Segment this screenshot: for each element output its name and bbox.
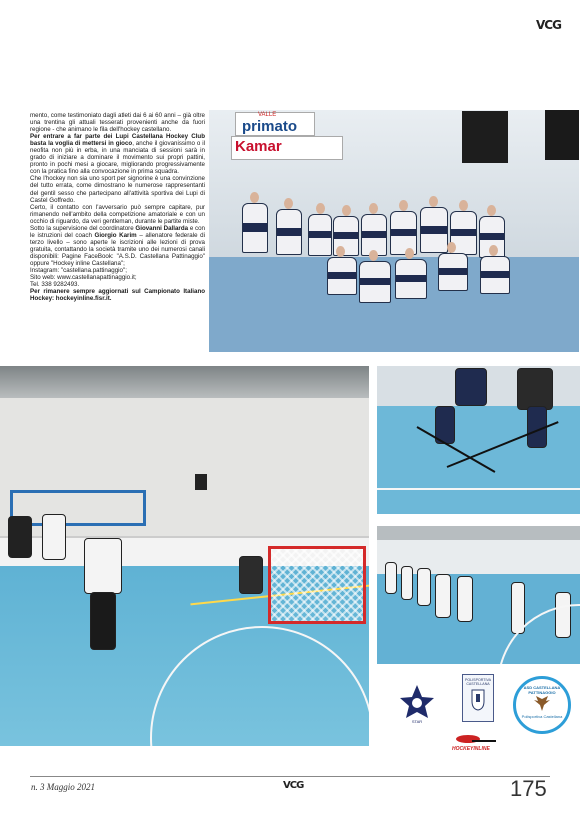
game-photo-sticks <box>377 366 580 514</box>
article-text-run: Sotto la supervisione del coordinatore <box>30 224 136 232</box>
article-text <box>30 112 205 302</box>
article-bold-text: Per rimanere sempre aggiornati sul Campionato Italiano Hockey: hockeyinline.fisr.it. <box>30 288 205 303</box>
article-paragraph <box>30 281 205 288</box>
article-paragraph <box>30 225 205 267</box>
round-logo-label: ASD CASTELLANA PATTINAGGIO <box>523 685 561 695</box>
game-photo-goal <box>0 366 369 746</box>
article-paragraph <box>30 274 205 281</box>
article-paragraph <box>30 288 205 302</box>
footer-logo: VCG <box>283 780 304 791</box>
magazine-logo: VCG <box>536 18 561 32</box>
star-logo-label: STAR <box>411 719 423 724</box>
banner-sponsor-1: primato <box>242 118 298 135</box>
footer-rule <box>30 776 550 777</box>
article-text-run: Sito web: www.castellanapattinaggio.it; <box>30 274 137 282</box>
article-bold-text: Giorgio Karim <box>94 231 137 239</box>
banner-prefix: VALLE <box>258 112 277 118</box>
article-paragraph <box>30 175 205 203</box>
shield-logo-label: POLISPORTIVA CASTELLANA <box>464 678 492 686</box>
article-text-run: Certo, il contatto con l'avversario può sempre capitare, pur rimanendo nell'ambito della competizione amatoriale e con un occhio di riguardo, da veri gentleman, durante le partite miste. <box>30 203 205 225</box>
star-team-logo <box>399 683 435 723</box>
castellana-pattinaggio-logo <box>513 676 571 734</box>
hockeyinline-logo <box>452 732 498 754</box>
article-text-run: Tel. 338 9282493. <box>30 281 80 289</box>
article-text-run: – allenatore federale di terzo livello – sono aperte le iscrizioni alle lezioni di prova gratuita, contattando la società tramite uno dei numerosi canali disponibili: Pagine FaceBook: "A.S.D. Castellana Pattinaggio" oppure "Hockey inline Castellana"; <box>30 231 205 267</box>
article-text-run: e con le istruzioni del coach <box>30 224 206 239</box>
article-paragraph <box>30 133 205 175</box>
team-photo <box>209 110 579 352</box>
issue-label: n. 3 Maggio 2021 <box>31 782 95 792</box>
banner-sponsor-2: Kamar <box>235 138 282 155</box>
article-paragraph <box>30 267 205 274</box>
article-text-run: , anche il giovanissimo o il neofita non più in erba, in una manciata di sessioni sarà in grado di iniziare a dominare il movimento sui propri pattini, pronto in pochi mesi a giocare, migliorando progressivamente con la pratica fino alla convocazione in prima squadra. <box>30 140 205 176</box>
training-photo <box>377 526 580 664</box>
article-bold-text: Per entrare a far parte dei Lupi Castellana Hockey Club basta la voglia di mettersi in gioco <box>30 133 205 148</box>
article-text-run: Che l'hockey non sia uno sport per signorine è una convinzione del tutto errata, come dimostrano le numerose rappresentanti del gentil sesso che partecipano all'attività sportiva dei Lupi di Castel Goffredo. <box>30 175 205 204</box>
article-text-run: mento, come testimoniato dagli atleti dai 6 ai 60 anni – già oltre una trentina gli attuali tesserati provenienti anche da fuori regione - che animano le fila dell'hockey castellano. <box>30 112 205 134</box>
article-paragraph <box>30 112 205 133</box>
round-logo-sub: Polisportiva Castellana <box>521 714 563 719</box>
article-paragraph <box>30 204 205 225</box>
article-bold-text: Giovanni Dallarda <box>135 224 189 232</box>
hockeyinline-logo-label: HOCKEYINLINE <box>452 746 490 752</box>
page-number: 175 <box>510 776 547 801</box>
polisportiva-shield-logo <box>462 674 494 722</box>
article-text-run: Instagram: "castellana.pattinaggio"; <box>30 267 127 275</box>
